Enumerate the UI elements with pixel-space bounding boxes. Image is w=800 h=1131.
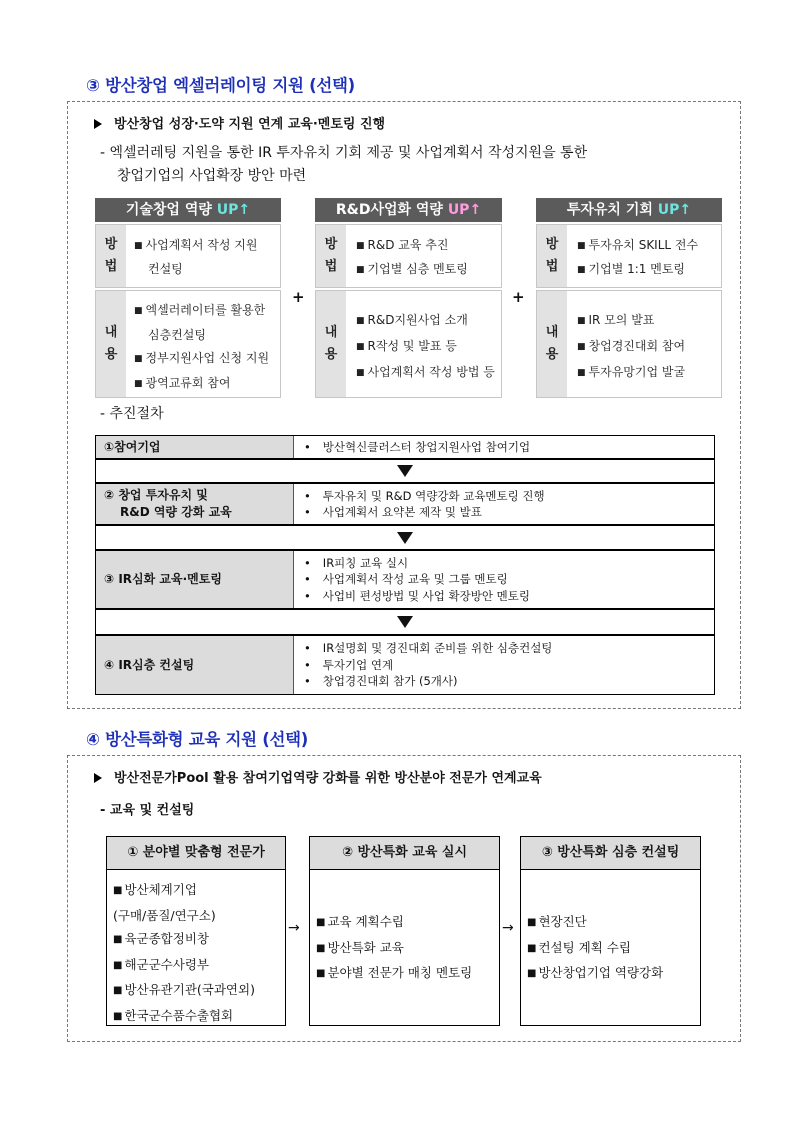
content-label: 내 용 bbox=[537, 291, 567, 397]
step-label: ①참여기업 bbox=[96, 436, 294, 458]
section3-heading: 방산창업 성장·도약 지원 연계 교육·멘토링 진행 bbox=[94, 113, 385, 132]
step-items: • 투자유치 및 R&D 역량강화 교육멘토링 진행 • 사업계획서 요약본 제작 및 발표 bbox=[294, 484, 714, 524]
step-items: • 방산혁신클러스터 창업지원사업 참여기업 bbox=[294, 436, 714, 458]
column-header: R&D사업화 역량 UP↑ bbox=[315, 198, 502, 222]
procedure-arrow-row bbox=[95, 459, 715, 483]
consulting-box bbox=[520, 836, 701, 1026]
content-list: ■ IR 모의 발표 ■ 창업경진대회 참여 ■ 투자유망기업 발굴 bbox=[567, 291, 685, 397]
box-header: ③ 방산특화 심층 컨설팅 bbox=[521, 837, 700, 870]
plus-sign: + bbox=[292, 288, 305, 306]
triangle-bullet-icon bbox=[94, 773, 102, 783]
box-list: ■ 방산체계기업 (구매/품질/연구소) ■ 육군종합정비창 ■ 해군군수사령부 ■ 방산유관기관(국과연외) ■ 한국군수품수출협회 bbox=[107, 870, 285, 1029]
step-items: • IR피칭 교육 실시 • 사업계획서 작성 교육 및 그룹 멘토링 • 사업비 편성방법 및 사업 확장방안 멘토링 bbox=[294, 551, 714, 608]
capability-column-invest bbox=[536, 198, 722, 398]
procedure-step-1 bbox=[95, 435, 715, 459]
column-header: 기술창업 역량 UP↑ bbox=[95, 198, 281, 222]
box-header: ① 분야별 맞춤형 전문가 bbox=[107, 837, 285, 870]
section3-description: - 엑셀러레팅 지원을 통한 IR 투자유치 기회 제공 및 사업계획서 작성지원을 통한 창업기업의 사업확장 방안 마련 bbox=[100, 145, 588, 184]
method-list: ■ 사업계획서 작성 지원 컨설팅 bbox=[126, 225, 257, 287]
down-arrow-icon bbox=[397, 532, 413, 544]
plus-sign: + bbox=[512, 288, 525, 306]
procedure-arrow-row bbox=[95, 609, 715, 635]
procedure-arrow-row bbox=[95, 525, 715, 550]
content-label: 내 용 bbox=[316, 291, 346, 397]
down-arrow-icon bbox=[397, 465, 413, 477]
step-label: ④ IR심층 컨설팅 bbox=[96, 636, 294, 694]
box-header: ② 방산특화 교육 실시 bbox=[310, 837, 499, 870]
method-label: 방 법 bbox=[96, 225, 126, 287]
procedure-title: - 추진절차 bbox=[100, 406, 164, 422]
right-arrow-icon: → bbox=[502, 920, 514, 936]
procedure-step-4 bbox=[95, 635, 715, 695]
section4-heading: 방산전문가Pool 활용 참여기업역량 강화를 위한 방산분야 전문가 연계교육 bbox=[94, 767, 542, 786]
capability-column-rnd bbox=[315, 198, 502, 398]
column-header: 투자유치 기회 UP↑ bbox=[536, 198, 722, 222]
section4-title: ④ 방산특화형 교육 지원 (선택) bbox=[86, 730, 308, 749]
content-label: 내 용 bbox=[96, 291, 126, 397]
section3-title: ③ 방산창업 엑셀러레이팅 지원 (선택) bbox=[86, 76, 355, 95]
right-arrow-icon: → bbox=[288, 920, 300, 936]
method-label: 방 법 bbox=[537, 225, 567, 287]
section4-subtitle: - 교육 및 컨설팅 bbox=[100, 803, 195, 818]
step-label: ② 창업 투자유치 및 R&D 역량 강화 교육 bbox=[96, 484, 294, 524]
method-list: ■ R&D 교육 추진 ■ 기업별 심층 멘토링 bbox=[346, 225, 468, 287]
triangle-bullet-icon bbox=[94, 119, 102, 129]
step-label: ③ IR심화 교육·멘토링 bbox=[96, 551, 294, 608]
expert-box bbox=[106, 836, 286, 1026]
down-arrow-icon bbox=[397, 616, 413, 628]
method-label: 방 법 bbox=[316, 225, 346, 287]
box-list: ■ 교육 계획수립 ■ 방산특화 교육 ■ 분야별 전문가 매칭 멘토링 bbox=[310, 870, 499, 987]
method-list: ■ 투자유치 SKILL 전수 ■ 기업별 1:1 멘토링 bbox=[567, 225, 698, 287]
content-list: ■ R&D지원사업 소개 ■ R작성 및 발표 등 ■ 사업계획서 작성 방법 등 bbox=[346, 291, 495, 397]
step-items: • IR설명회 및 경진대회 준비를 위한 심층컨설팅 • 투자기업 연계 • 창업경진대회 참가 (5개사) bbox=[294, 636, 714, 694]
procedure-step-2 bbox=[95, 483, 715, 525]
box-list: ■ 현장진단 ■ 컨설팅 계획 수립 ■ 방산창업기업 역량강화 bbox=[521, 870, 700, 987]
content-list: ■ 엑셀러레이터를 활용한 심층컨설팅 ■ 정부지원사업 신청 지원 ■ 광역교류회 참여 bbox=[126, 291, 269, 397]
education-box bbox=[309, 836, 500, 1026]
procedure-step-3 bbox=[95, 550, 715, 609]
capability-column-tech bbox=[95, 198, 281, 398]
